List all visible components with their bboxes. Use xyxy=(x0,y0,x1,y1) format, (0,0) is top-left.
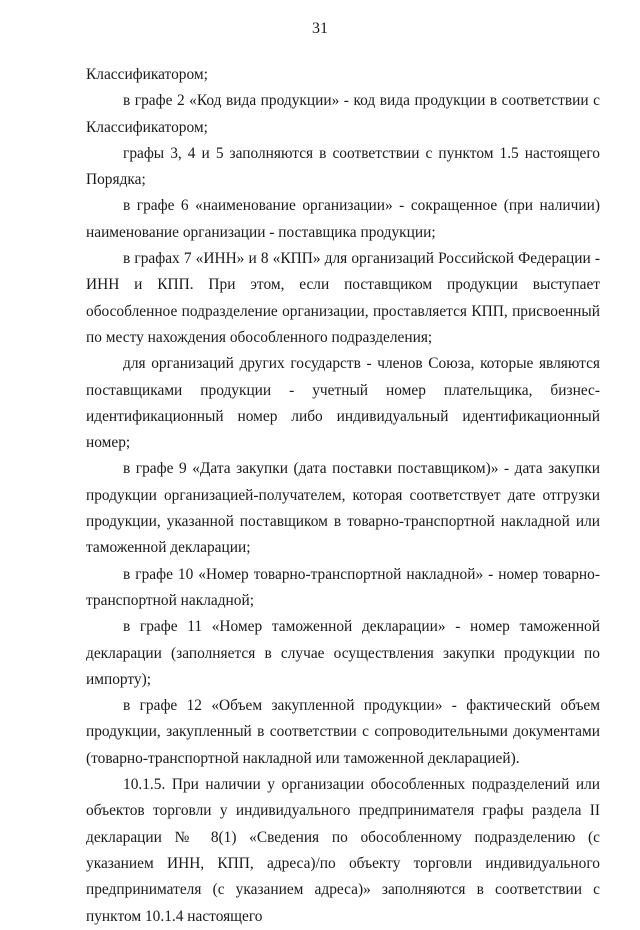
paragraph-10-1-5: 10.1.5. При наличии у организации обособленных подразделений или объектов торговли у индивидуального предпринимателя графы раздела II декларации № 8(1) «Сведения по обособленному подразделению (с указанием ИНН, КПП, адреса)/по объекту торговли индивидуального предпринимателя (с указанием адреса)» заполняются в соответствии с пунктом 10.1.4 настоящего xyxy=(86,776,600,925)
paragraph-column-9: в графе 9 «Дата закупки (дата поставки поставщиком)» - дата закупки продукции организацией-получателем, которая соответствует дате отгрузки продукции, указанной поставщиком в товарно-транспортной накладной или таможенной декларации; xyxy=(86,460,600,557)
paragraph-columns-7-8: в графах 7 «ИНН» и 8 «КПП» для организаций Российской Федерации - ИНН и КПП. При этом, если поставщиком продукции выступает обособленное подразделение организации, проставляется КПП, присвоенный по месту нахождения обособленного подразделения; xyxy=(86,250,600,346)
paragraph-columns-3-5: графы 3, 4 и 5 заполняются в соответствии с пунктом 1.5 настоящего Порядка; xyxy=(86,144,600,189)
paragraph-column-10: в графе 10 «Номер товарно-транспортной накладной» - номер товарно-транспортной накладной; xyxy=(86,565,600,609)
document-body xyxy=(86,62,600,930)
paragraph-continuation: Классификатором; xyxy=(86,66,208,83)
paragraph-other-states: для организаций других государств - членов Союза, которые являются поставщиками продукции - учетный номер плательщика, бизнес-идентификационный номер либо индивидуальный идентификационный номер; xyxy=(86,355,600,452)
page-number: 31 xyxy=(312,20,328,37)
paragraph-column-12: в графе 12 «Объем закупленной продукции» - фактический объем продукции, закупленный в соответствии с сопроводительными документами (товарно-транспортной накладной или таможенной декларацией). xyxy=(86,697,600,767)
paragraph-column-2: в графе 2 «Код вида продукции» - код вида продукции в соответствии с Классификатором; xyxy=(86,92,600,136)
paragraph-column-11: в графе 11 «Номер таможенной декларации» - номер таможенной декларации (заполняется в случае осуществления закупки продукции по импорту); xyxy=(86,618,600,688)
paragraph-column-6: в графе 6 «наименование организации» - сокращенное (при наличии) наименование организации - поставщика продукции; xyxy=(86,197,600,241)
